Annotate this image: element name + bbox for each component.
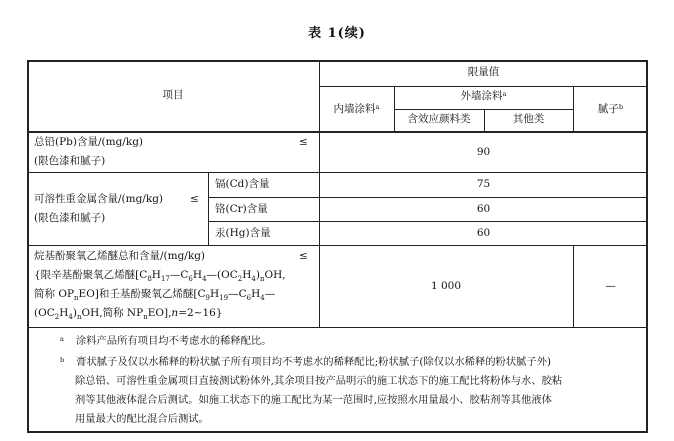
ape-leq: ≤ — [299, 250, 308, 262]
lead-note: (限色漆和腻子) — [34, 155, 106, 167]
rule-metal-divider — [208, 172, 209, 246]
heavy-metal-label: 可溶性重金属含量/(mg/kg) — [34, 193, 164, 205]
footnote-b-line4: 用量最大的配比混合后测试。 — [75, 413, 209, 425]
lead-value: 90 — [476, 146, 491, 158]
footnote-b-line1: $^b$ 膏状腻子及仅以水稀释的粉状腻子所有项目均不考虑水的稀释配比;粉状腻子(除仅以水稀释的粉状腻子外) — [60, 356, 552, 368]
ape-formula-line1: {限辛基酚聚氧乙烯醚[$C_8H_{17}—C_6H_4—(OC_2H_4)_nOH$, — [34, 269, 286, 283]
header-putty: 腻子$^b$ — [597, 103, 624, 115]
header-limit: 限量值 — [467, 66, 500, 78]
cr-value: 60 — [476, 203, 491, 215]
rule-ape-bottom — [27, 327, 648, 328]
rule-cd-bottom — [208, 197, 648, 198]
footnote-b-line2: 除总铅、可溶性重金属项目直接测试粉体外,其余项目按产品明示的施工状态下的施工配比将粉体与水、胶粘 — [75, 375, 563, 387]
header-interior: 内墙涂料$^a$ — [333, 103, 380, 115]
ape-label: 烷基酚聚氧乙烯醚总和含量/(mg/kg) — [34, 250, 206, 262]
footnote-a: $^a$ 涂料产品所有项目均不考虑水的稀释配比。 — [60, 335, 272, 347]
heavy-metal-leq: ≤ — [190, 193, 199, 205]
table-left-border — [27, 60, 29, 433]
table-title: 表 1(续) — [308, 26, 366, 41]
hg-label: 汞(Hg)含量 — [215, 227, 271, 239]
header-exterior: 外墙涂料$^a$ — [460, 90, 507, 102]
ape-putty-value: — — [605, 280, 616, 292]
rule-cr-bottom — [208, 221, 648, 222]
rule-lead-bottom — [27, 172, 648, 173]
cr-label: 铬(Cr)含量 — [215, 203, 268, 215]
lead-label: 总铅(Pb)含量/(mg/kg) — [34, 136, 144, 148]
header-effect-pigment: 含效应颜料类 — [407, 113, 471, 125]
ape-formula-line2: 简称 $OP_nEO$]和壬基酚聚氧乙烯醚[$C_9H_{19}—C_6H_4—$ — [34, 288, 276, 302]
lead-leq: ≤ — [299, 136, 308, 148]
cd-label: 镉(Cd)含量 — [215, 178, 270, 190]
limit-table — [27, 60, 648, 433]
hg-value: 60 — [476, 227, 491, 239]
table-bottom-border — [27, 431, 648, 433]
ape-formula-line3: $(OC_2H_4)_nOH$,简称 $NP_nEO],n=2\sim 16$} — [34, 307, 223, 321]
footnote-b-line3: 剂等其他液体混合后测试。如施工状态下的施工配比为某一范围时,应按照水用量最小、胶粘剂等其他液体 — [75, 394, 552, 406]
cd-value: 75 — [476, 178, 491, 190]
rule-heavy-bottom — [27, 245, 648, 246]
table-top-border — [27, 60, 648, 62]
ape-value: 1 000 — [430, 280, 462, 292]
header-others: 其他类 — [512, 113, 545, 125]
header-item: 项目 — [162, 89, 184, 101]
heavy-metal-note: (限色漆和腻子) — [34, 212, 106, 224]
